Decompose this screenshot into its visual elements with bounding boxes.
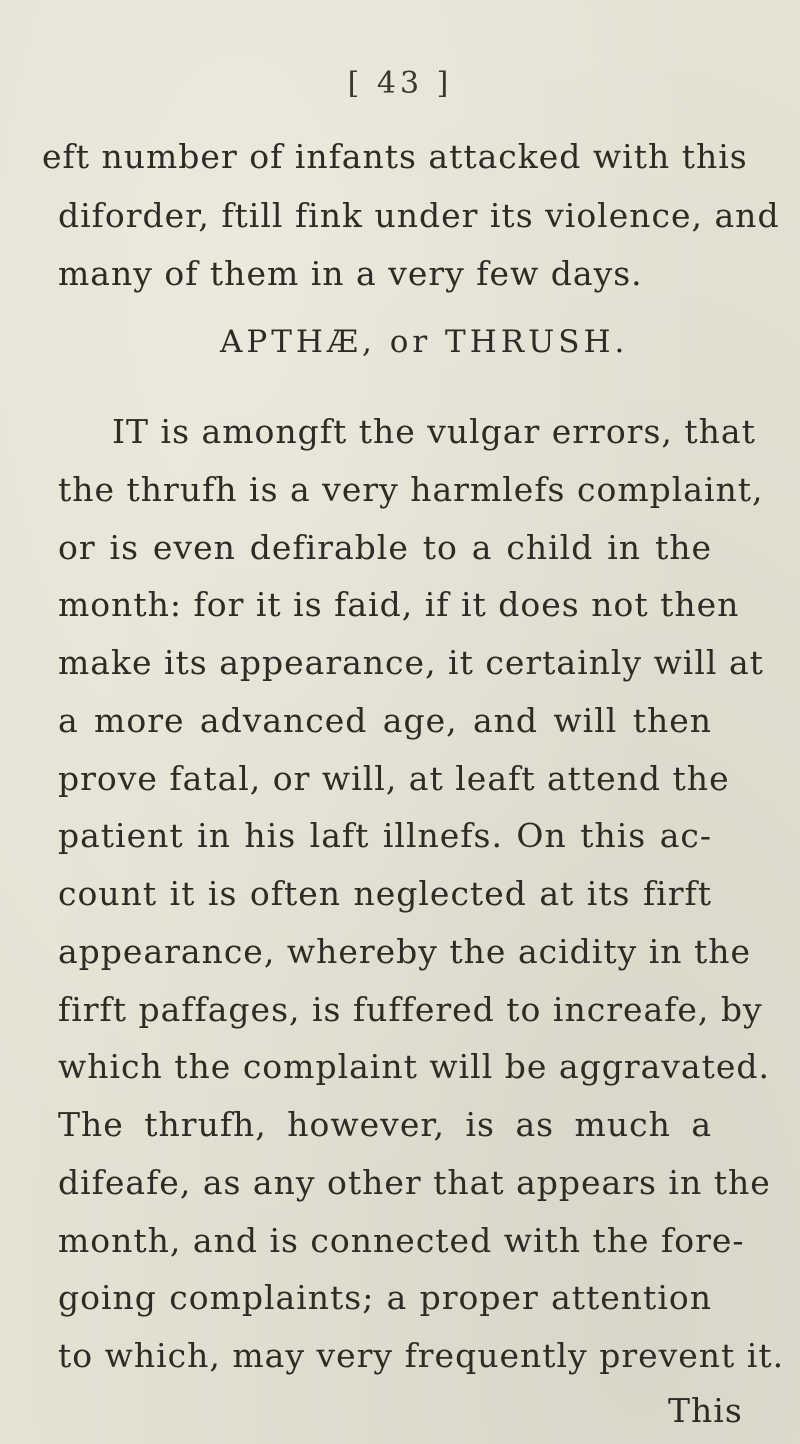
catchword: This	[668, 1391, 743, 1430]
body-line-12: which the complaint will be aggravated.	[58, 1047, 771, 1086]
body-line-11: firft paffages, is fuffered to increafe, by	[58, 990, 763, 1029]
body-line-13: The thrufh, however, is as much a	[58, 1105, 712, 1144]
body-line-8: patient in his laft illnefs. On this ac-	[58, 816, 712, 855]
body-line-9: count it is often neglected at its firft	[58, 874, 712, 913]
body-line-17: to which, may very frequently prevent it.	[58, 1336, 785, 1375]
body-line-1: IT is amongft the vulgar errors, that	[112, 412, 756, 451]
body-line-10: appearance, whereby the acidity in the	[58, 932, 752, 971]
page-number: [ 43 ]	[347, 66, 453, 101]
body-line-2: the thrufh is a very harmlefs complaint,	[58, 470, 764, 509]
body-line-4: month: for it is faid, if it does not then	[58, 585, 740, 624]
opening-line-2: diforder, ftill fink under its violence, and	[58, 196, 780, 235]
body-line-6: a more advanced age, and will then	[58, 701, 712, 740]
body-line-5: make its appearance, it certainly will at	[58, 643, 764, 682]
opening-line-3: many of them in a very few days.	[58, 254, 643, 293]
body-line-15: month, and is connected with the fore-	[58, 1221, 745, 1260]
body-line-16: going complaints; a proper attention	[58, 1278, 712, 1317]
body-line-7: prove fatal, or will, at leaft attend the	[58, 759, 730, 798]
body-line-14: difeafe, as any other that appears in the	[58, 1163, 771, 1202]
body-line-3: or is even defirable to a child in the	[58, 528, 712, 567]
opening-line-1: eft number of infants attacked with this	[42, 137, 748, 176]
section-heading: APTHÆ, or THRUSH.	[220, 324, 629, 360]
